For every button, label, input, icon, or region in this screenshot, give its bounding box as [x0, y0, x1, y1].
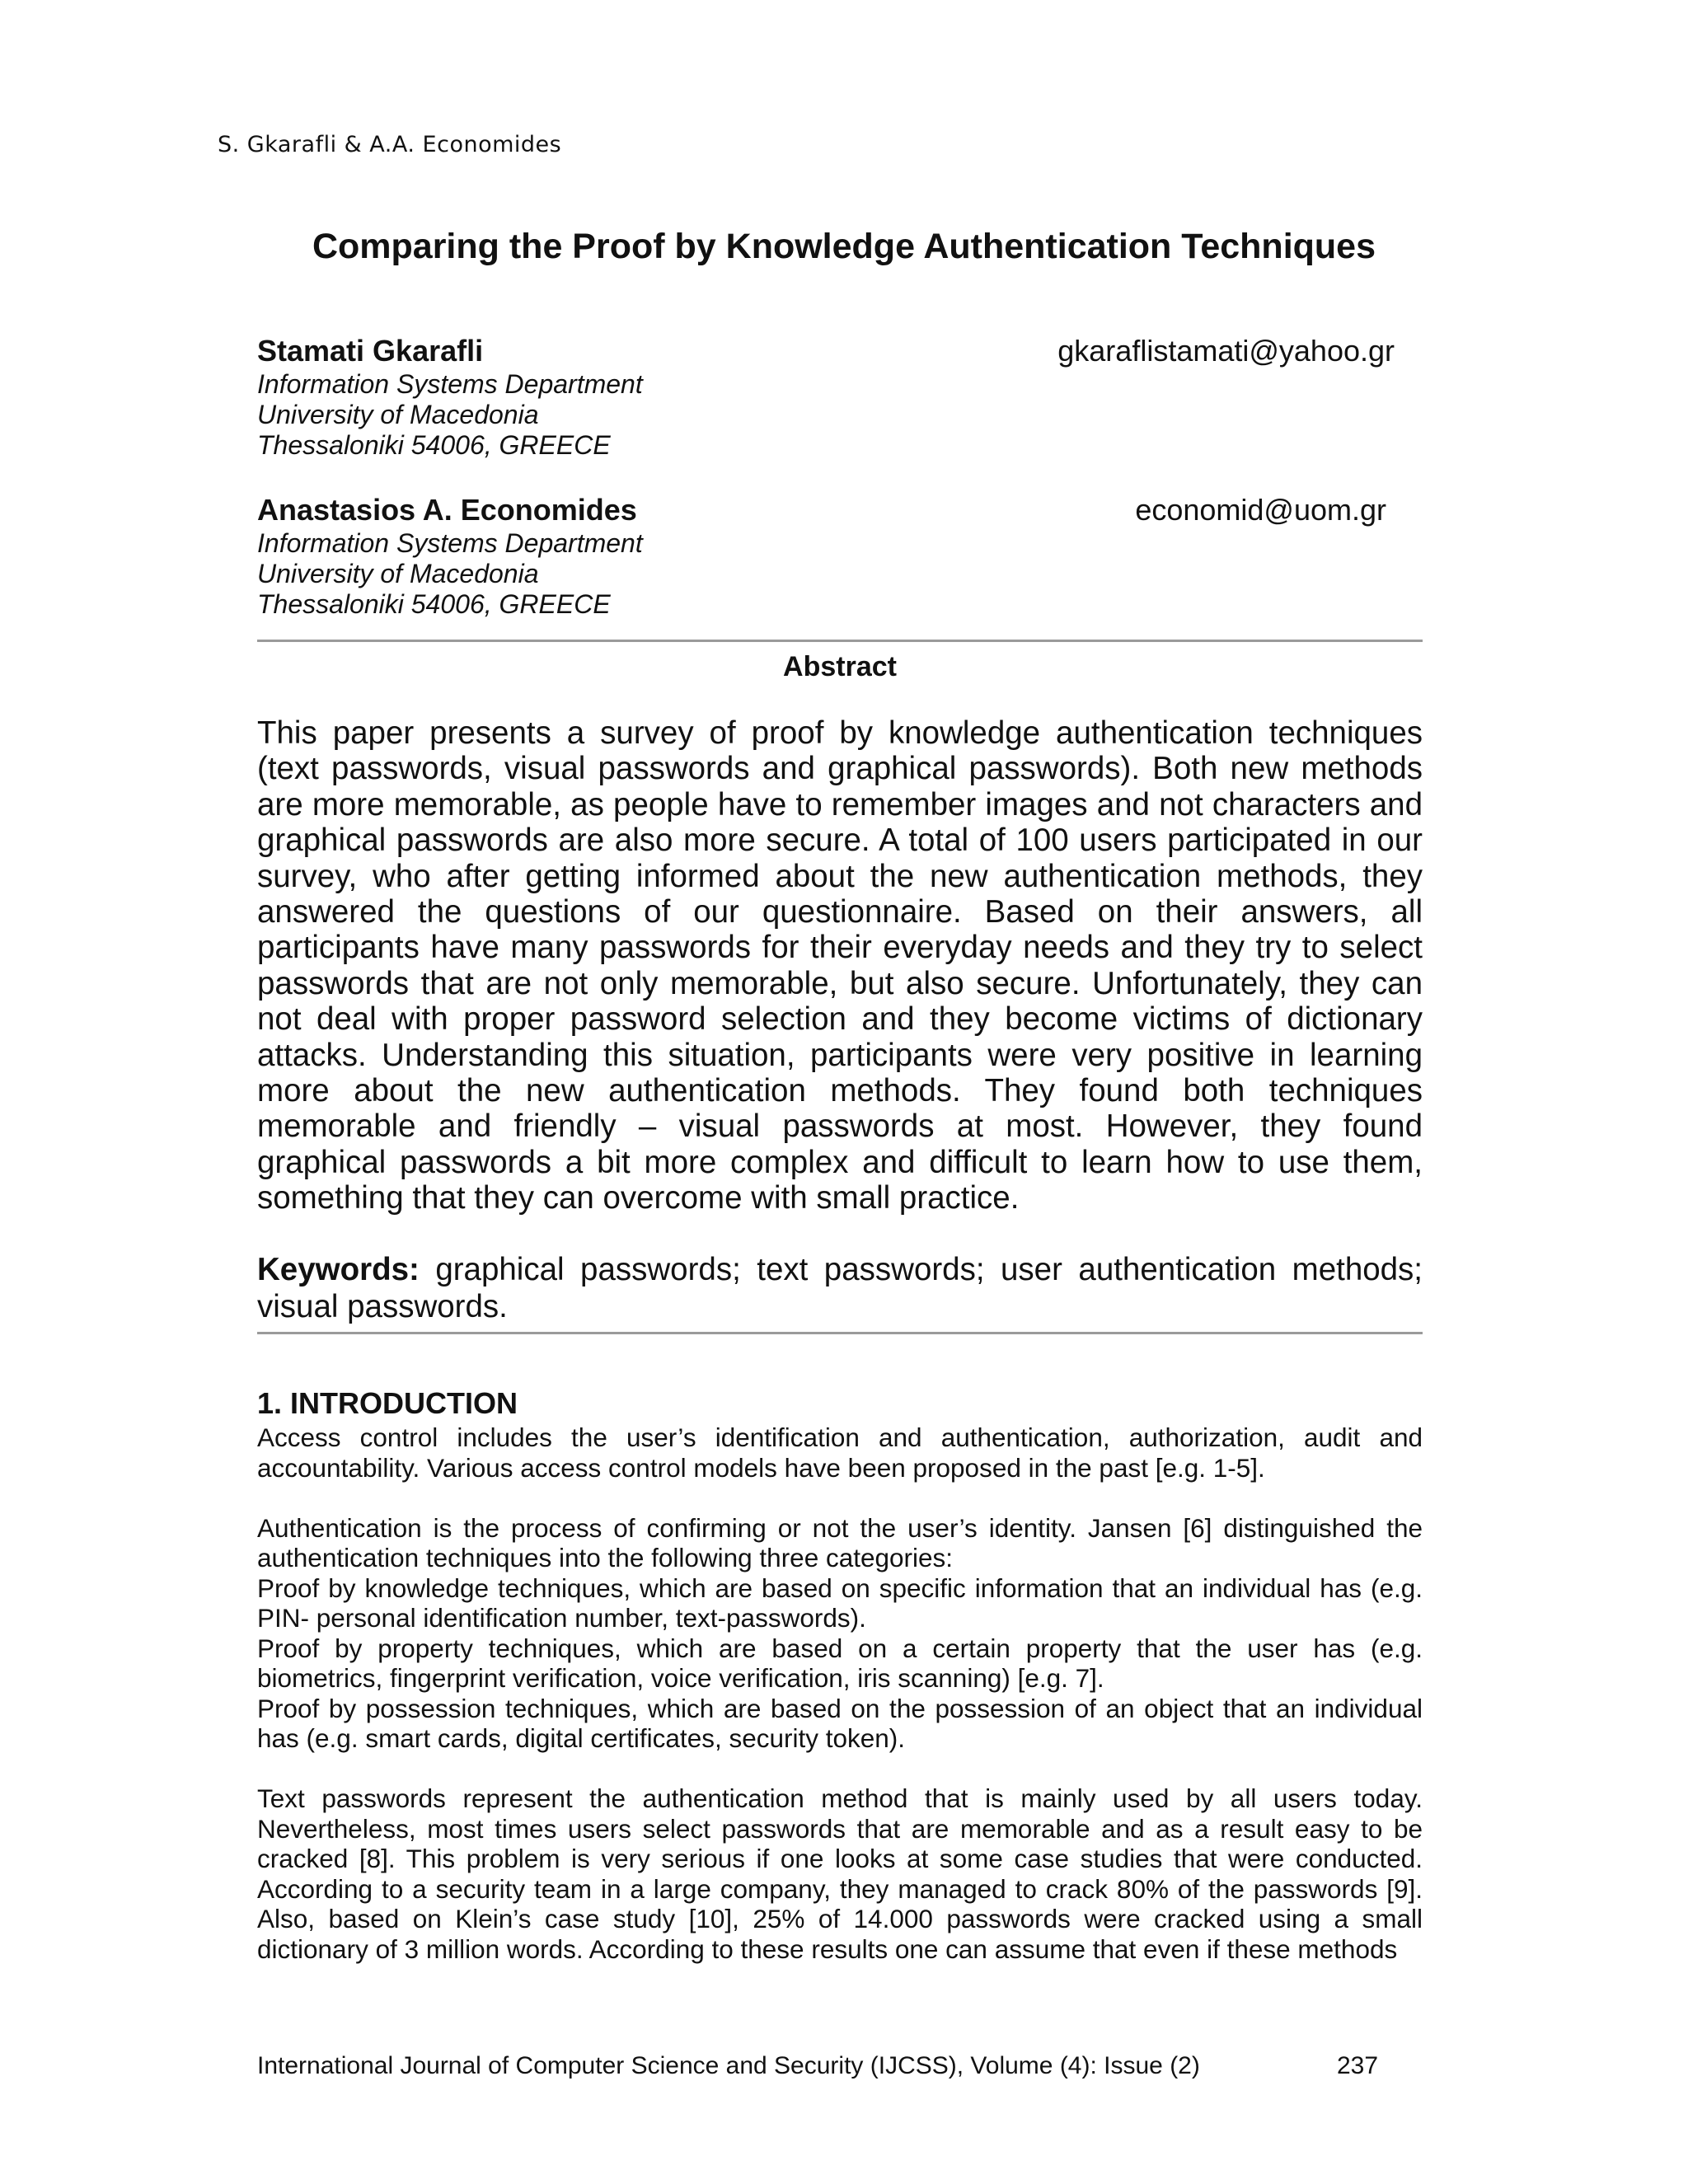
author-email: economid@uom.gr: [1135, 493, 1386, 527]
divider-top: [257, 640, 1423, 642]
keywords: [257, 1251, 1423, 1325]
author-affiliation-line: Thessaloniki 54006, GREECE: [257, 589, 611, 619]
author-block-2: [257, 492, 1423, 620]
footer-journal: International Journal of Computer Science and Security (IJCSS), Volume (4): Issue (2): [257, 2052, 1200, 2079]
keywords-text: graphical passwords; text passwords; user authentication methods; visual passwords.: [257, 1252, 1423, 1324]
intro-paragraph: Access control includes the user’s identification and authentication, authorization, audit and accountability. Various access control models have been proposed in the past [e.g. 1-5].: [257, 1422, 1423, 1483]
author-affiliation-line: Information Systems Department: [257, 528, 643, 558]
divider-bottom: [257, 1332, 1423, 1334]
intro-paragraph: Proof by property techniques, which are based on a certain property that the user has (e.g. biometrics, fingerprint verification, voice verification, iris scanning) [e.g. 7].: [257, 1633, 1423, 1693]
introduction-body: [257, 1422, 1423, 1964]
abstract-heading: Abstract: [783, 651, 897, 682]
intro-paragraph: Authentication is the process of confirming or not the user’s identity. Jansen [6] distinguished the authentication techniques into the following three categories:: [257, 1512, 1423, 1572]
author-affiliation-line: Information Systems Department: [257, 369, 643, 399]
author-name: Stamati Gkarafli: [257, 334, 484, 368]
intro-paragraph: Proof by knowledge techniques, which are based on specific information that an individual has (e.g. PIN- personal identification number, text-passwords).: [257, 1572, 1423, 1633]
intro-paragraph: Text passwords represent the authentication method that is mainly used by all users today. Nevertheless, most times users select passwords that are memorable and as a result easy to be cracked [8]. This problem is very serious if one looks at some case studies that were conducted. According to a security team in a large company, they managed to crack 80% of the passwords [9]. Also, based on Klein’s case study [10], 25% of 14.000 passwords were cracked using a small dictionary of 3 million words. According to these results one can assume that even if these methods: [257, 1783, 1423, 1964]
author-affiliation-line: Thessaloniki 54006, GREECE: [257, 430, 611, 460]
author-name: Anastasios A. Economides: [257, 493, 637, 527]
author-email: gkaraflistamati@yahoo.gr: [1057, 334, 1395, 368]
paper-title: Comparing the Proof by Knowledge Authentication Techniques: [312, 227, 1376, 266]
author-affiliation-line: University of Macedonia: [257, 559, 539, 588]
author-affiliation-line: University of Macedonia: [257, 400, 539, 429]
running-head: S. Gkarafli & A.A. Economides: [218, 132, 562, 157]
section-heading-introduction: 1. INTRODUCTION: [257, 1386, 518, 1420]
intro-paragraph: Proof by possession techniques, which are based on the possession of an object that an individual has (e.g. smart cards, digital certificates, security token).: [257, 1693, 1423, 1753]
page-number: 237: [1337, 2052, 1379, 2079]
keywords-label: Keywords:: [257, 1252, 420, 1287]
abstract-text: This paper presents a survey of proof by knowledge authentication techniques (text passwords, visual passwords and graphical passwords). Both new methods are more memorable, as people have to remember images and not characters and graphical passwords are also more secure. A total of 100 users participated in our survey, who after getting informed about the new authentication methods, they answered the questions of our questionnaire. Based on their answers, all participants have many passwords for their everyday needs and they try to select passwords that are not only memorable, but also secure. Unfortunately, they can not deal with proper password selection and they become victims of dictionary attacks. Understanding this situation, participants were very positive in learning more about the new authentication methods. They found both techniques memorable and friendly – visual passwords at most. However, they found graphical passwords a bit more complex and difficult to learn how to use them, something that they can overcome with small practice.: [257, 715, 1423, 1216]
author-block-1: [257, 333, 1423, 461]
